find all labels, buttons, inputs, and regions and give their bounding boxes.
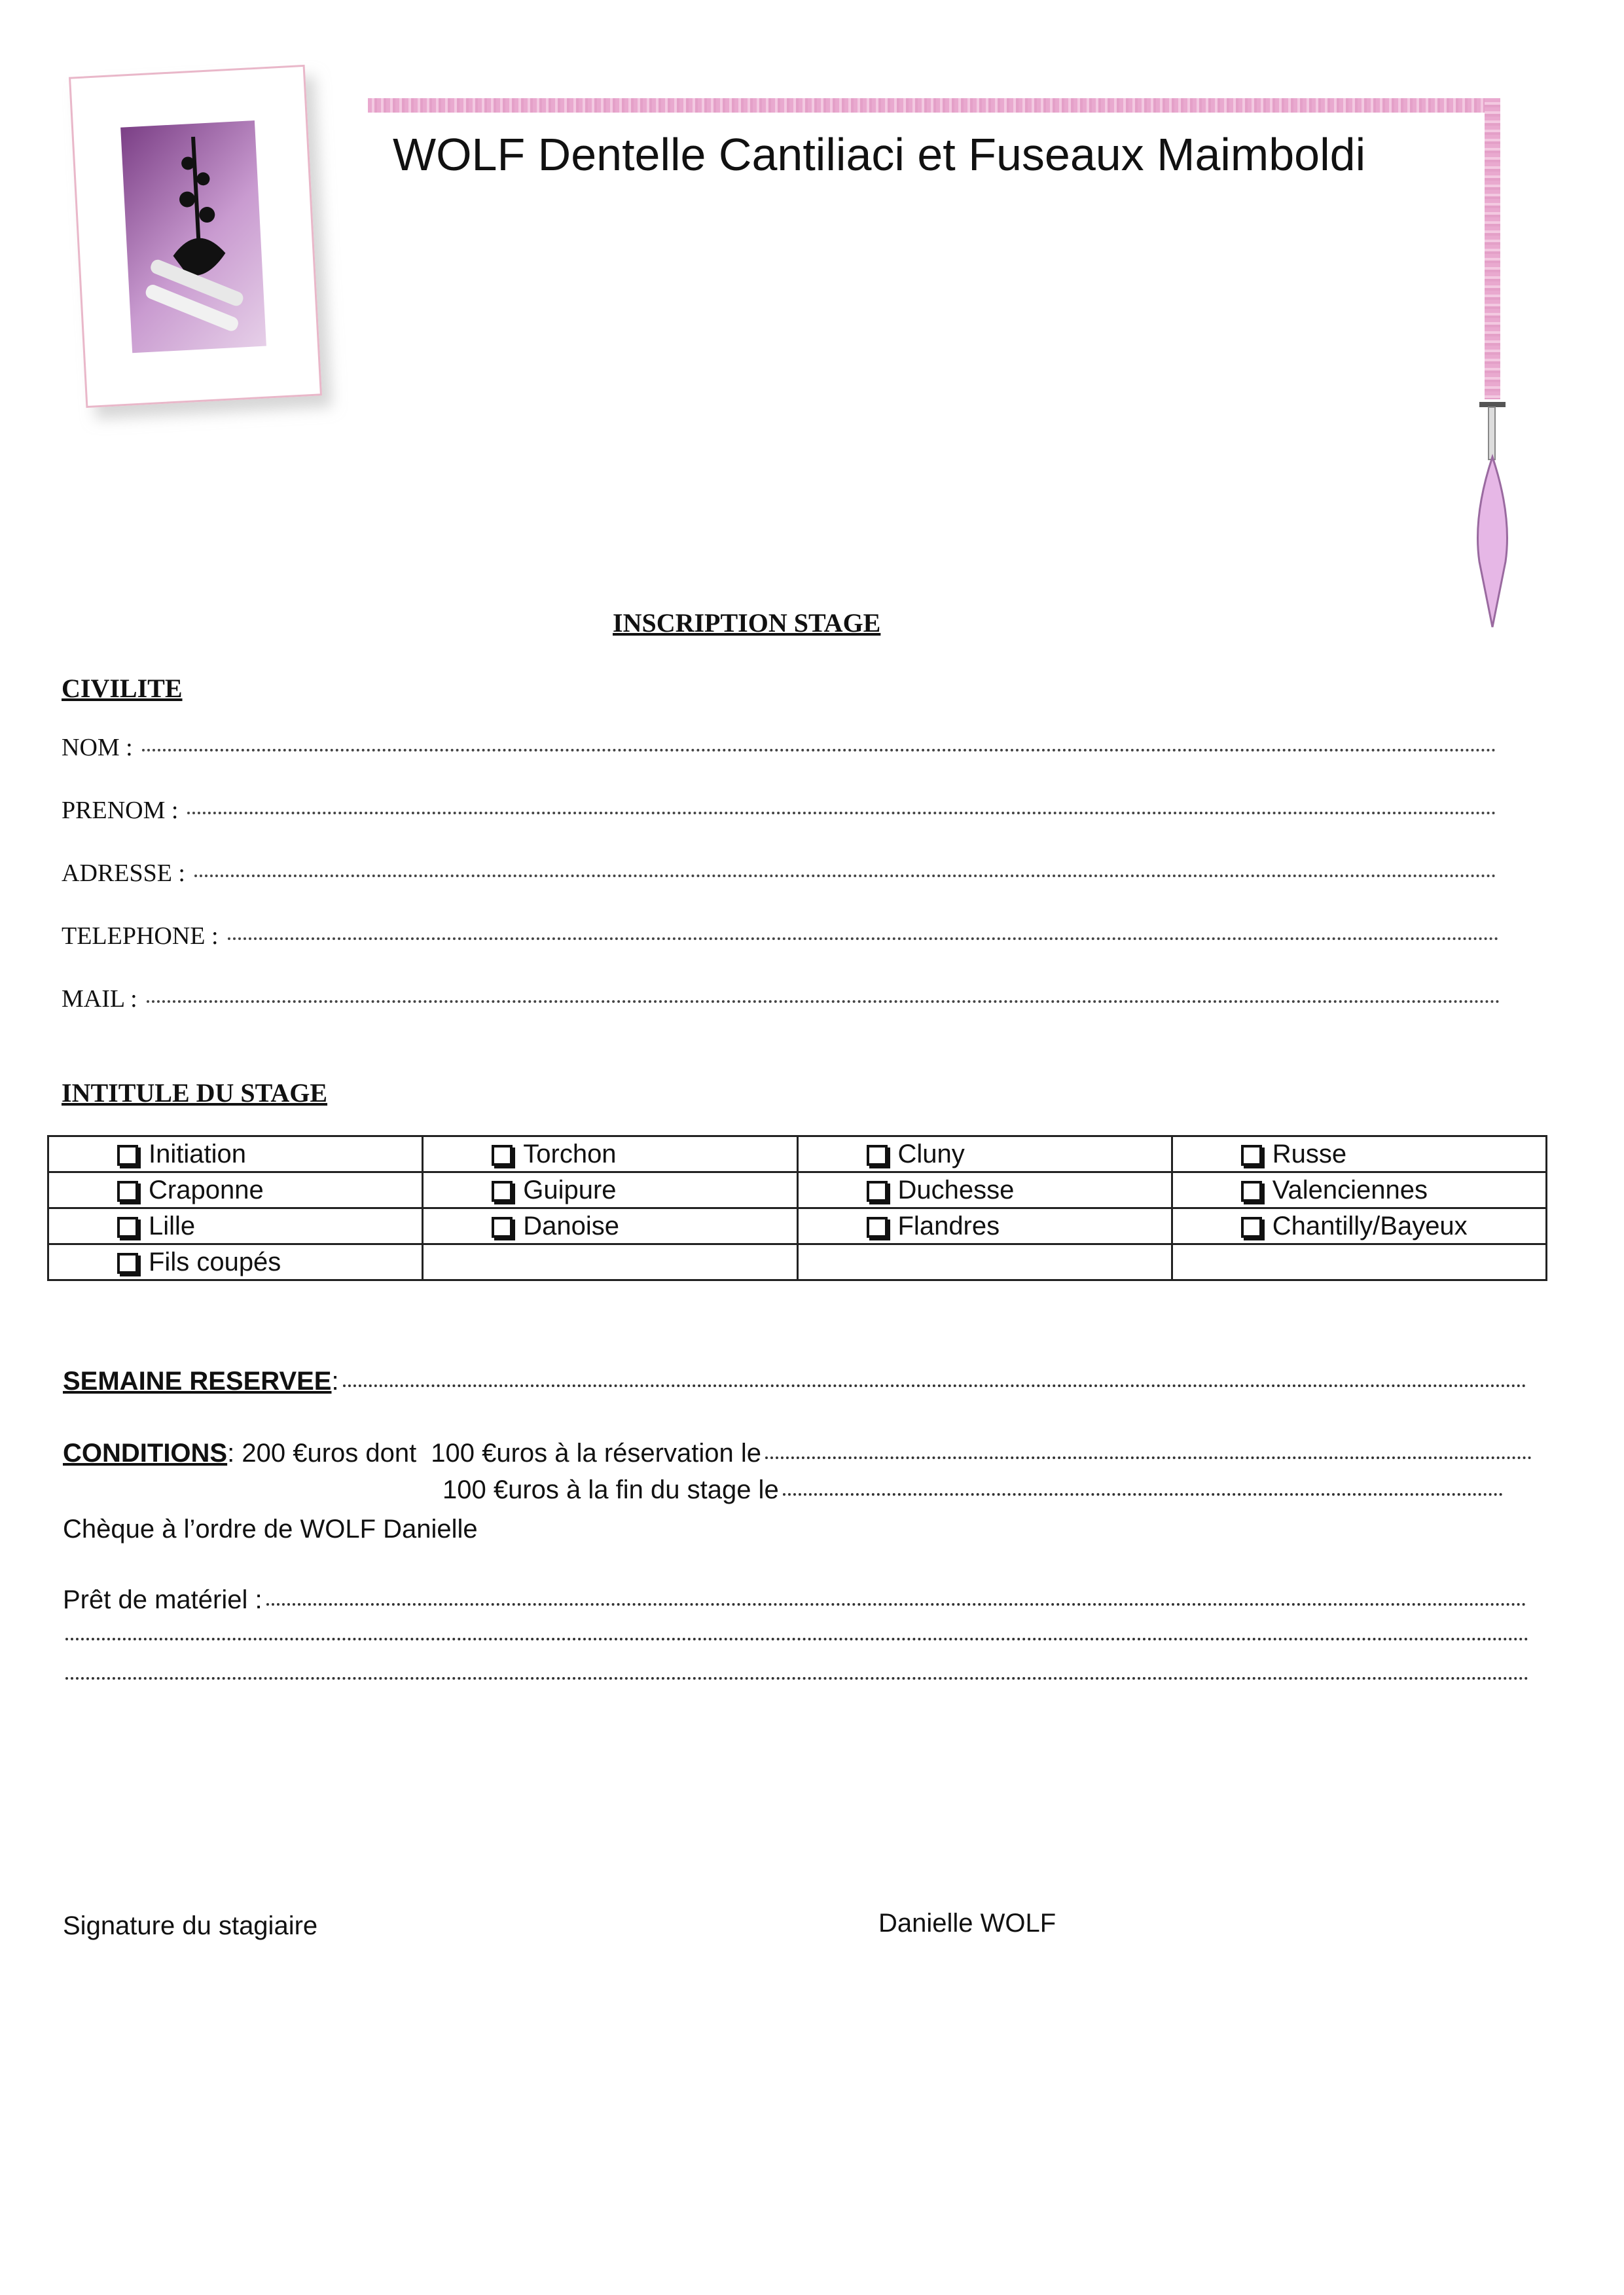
stage-options-table: [47, 1135, 1547, 1281]
civilite-heading: CIVILITE: [62, 674, 183, 703]
prenom-label: PRENOM :: [62, 797, 179, 824]
semaine-separator: :: [331, 1367, 339, 1396]
checkbox-icon[interactable]: [1241, 1145, 1262, 1166]
checkbox-icon[interactable]: [1241, 1181, 1262, 1202]
stage-option-guipure[interactable]: Guipure: [423, 1172, 797, 1208]
owner-name: [878, 1909, 1056, 1938]
nom-label: NOM :: [62, 734, 133, 761]
pret-extra-line-2[interactable]: [65, 1677, 1529, 1680]
conditions-end: 100 €uros à la fin du stage le: [442, 1475, 779, 1504]
stage-option-danoise[interactable]: Danoise: [423, 1208, 797, 1244]
signature-text: Signature du stagiaire: [63, 1911, 318, 1940]
stage-option-craponne[interactable]: Craponne: [48, 1172, 423, 1208]
header-title: WOLF Dentelle Cantiliaci et Fuseaux Maimboldi: [393, 129, 1366, 180]
checkbox-icon[interactable]: [867, 1145, 888, 1166]
prenom-dotted-line[interactable]: [187, 812, 1496, 814]
checkbox-icon[interactable]: [117, 1145, 138, 1166]
checkbox-icon[interactable]: [492, 1217, 513, 1238]
stage-option-cluny[interactable]: Cluny: [797, 1136, 1172, 1172]
prenom-field[interactable]: [62, 796, 1496, 825]
signature-label: [63, 1911, 317, 1941]
checkbox-icon[interactable]: [117, 1181, 138, 1202]
lace-photo-icon: [120, 120, 266, 353]
stage-option-initiation[interactable]: Initiation: [48, 1136, 423, 1172]
conditions-line-2: [442, 1475, 1503, 1505]
lace-photo: [69, 65, 322, 408]
table-row: [48, 1136, 1547, 1172]
table-row: [48, 1172, 1547, 1208]
conditions-label: CONDITIONS: [63, 1439, 228, 1468]
checkbox-icon[interactable]: [117, 1217, 138, 1238]
checkbox-icon[interactable]: [867, 1217, 888, 1238]
adresse-field[interactable]: [62, 859, 1496, 888]
semaine-dotted-line[interactable]: [343, 1384, 1526, 1387]
cheque-note: [63, 1515, 478, 1544]
owner-name-text: Danielle WOLF: [878, 1909, 1056, 1938]
empty-cell: [423, 1244, 797, 1280]
checkbox-icon[interactable]: [492, 1145, 513, 1166]
stage-option-russe[interactable]: Russe: [1172, 1136, 1546, 1172]
stage-option-valenciennes[interactable]: Valenciennes: [1172, 1172, 1546, 1208]
form-title: INSCRIPTION STAGE: [613, 608, 881, 638]
pret-label: Prêt de matériel :: [63, 1585, 262, 1614]
conditions-reservation: 100 €uros à la réservation le: [431, 1439, 761, 1468]
adresse-label: ADRESSE :: [62, 859, 185, 887]
stage-option-lille[interactable]: Lille: [48, 1208, 423, 1244]
decorative-border-top: [368, 98, 1500, 113]
checkbox-icon[interactable]: [492, 1181, 513, 1202]
empty-cell: [797, 1244, 1172, 1280]
conditions-intro: : 200 €uros dont: [227, 1439, 417, 1468]
telephone-label: TELEPHONE :: [62, 922, 219, 950]
nom-dotted-line[interactable]: [142, 749, 1496, 751]
conditions-line-1: [63, 1439, 1532, 1468]
checkbox-icon[interactable]: [867, 1181, 888, 1202]
cheque-text: Chèque à l’ordre de WOLF Danielle: [63, 1515, 478, 1544]
mail-field[interactable]: [62, 985, 1500, 1013]
stage-option-chantilly-bayeux[interactable]: Chantilly/Bayeux: [1172, 1208, 1546, 1244]
table-row: [48, 1244, 1547, 1280]
pret-extra-line-1[interactable]: [65, 1638, 1529, 1640]
table-row: [48, 1208, 1547, 1244]
end-date-line[interactable]: [783, 1493, 1503, 1496]
pret-field[interactable]: [63, 1585, 1526, 1615]
semaine-label: SEMAINE RESERVEE: [63, 1367, 332, 1396]
telephone-field[interactable]: [62, 922, 1499, 950]
mail-dotted-line[interactable]: [147, 1000, 1500, 1003]
stage-option-flandres[interactable]: Flandres: [797, 1208, 1172, 1244]
stage-heading: INTITULE DU STAGE: [62, 1078, 328, 1108]
stage-option-fils-coupes[interactable]: Fils coupés: [48, 1244, 423, 1280]
checkbox-icon[interactable]: [117, 1253, 138, 1274]
pret-dotted-line[interactable]: [266, 1603, 1526, 1606]
empty-cell: [1172, 1244, 1546, 1280]
stage-option-torchon[interactable]: Torchon: [423, 1136, 797, 1172]
bobbin-icon: [1466, 398, 1519, 637]
semaine-field[interactable]: [63, 1367, 1526, 1396]
decorative-border-side: [1485, 98, 1500, 399]
stage-option-duchesse[interactable]: Duchesse: [797, 1172, 1172, 1208]
mail-label: MAIL :: [62, 985, 137, 1013]
adresse-dotted-line[interactable]: [194, 875, 1496, 877]
reservation-date-line[interactable]: [765, 1456, 1532, 1459]
checkbox-icon[interactable]: [1241, 1217, 1262, 1238]
nom-field[interactable]: [62, 733, 1496, 762]
telephone-dotted-line[interactable]: [228, 937, 1499, 940]
